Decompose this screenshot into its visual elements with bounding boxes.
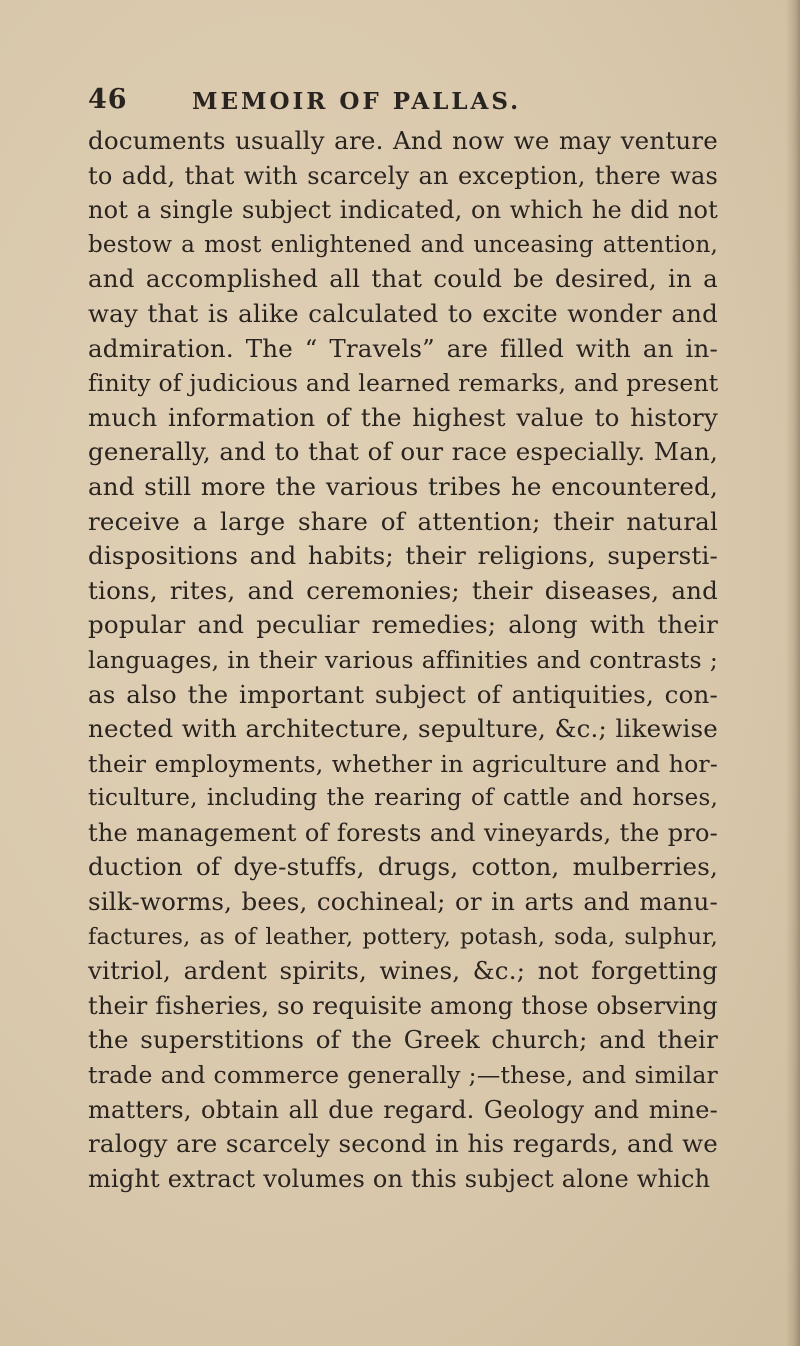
text-line: tions, rites, and ceremonies; their diseases, and (88, 575, 718, 605)
text-line: admiration. The “ Travels” are filled with an in- (88, 333, 718, 363)
text-line: popular and peculiar remedies; along with their (88, 610, 718, 640)
text-line: the superstitions of the Greek church; and their (88, 1025, 718, 1055)
text-line: languages, in their various affinities and contrasts ; (88, 645, 718, 674)
text-line: much information of the highest value to history (88, 402, 718, 432)
text-line: dispositions and habits; their religions, supersti- (88, 541, 718, 571)
text-line: factures, as of leather, pottery, potash, soda, sulphur, (88, 923, 718, 950)
running-title: MEMOIR OF PALLAS. (192, 88, 522, 115)
text-line: as also the important subject of antiquities, con- (88, 679, 718, 709)
text-line: duction of dye-stuffs, drugs, cotton, mulberries, (88, 852, 718, 882)
page-number: 46 (88, 84, 128, 115)
text-line: nected with architecture, sepulture, &c.; likewise (88, 714, 718, 744)
text-line: ralogy are scarcely second in his regards, and we (88, 1129, 718, 1159)
text-line: way that is alike calculated to excite wonder and (88, 298, 718, 328)
text-line: bestow a most enlightened and unceasing attention, (88, 231, 718, 258)
text-line: to add, that with scarcely an exception, there was (88, 161, 718, 190)
text-line: receive a large share of attention; their natural (88, 506, 718, 536)
text-line: their fisheries, so requisite among those observing (88, 991, 718, 1020)
text-line: not a single subject indicated, on which he did not (88, 196, 718, 225)
text-line: matters, obtain all due regard. Geology and mine- (88, 1095, 718, 1124)
text-line: silk-worms, bees, cochineal; or in arts and manu- (88, 887, 718, 917)
text-line: ticulture, including the rearing of cattle and horses, (88, 785, 718, 812)
text-line: vitriol, ardent spirits, wines, &c.; not forgetting (88, 956, 718, 986)
text-line: and still more the various tribes he encountered, (88, 471, 718, 501)
text-line: might extract volumes on this subject alone which (88, 1164, 711, 1193)
body-text (88, 124, 718, 1196)
text-line: the management of forests and vineyards, the pro- (88, 818, 718, 847)
text-line: and accomplished all that could be desired, in a (88, 264, 718, 294)
running-head (88, 84, 718, 120)
text-line: trade and commerce generally ;—these, and similar (88, 1061, 718, 1090)
text-line: generally, and to that of our race especially. Man, (88, 437, 718, 467)
text-line: finity of judicious and learned remarks, and present (88, 369, 719, 398)
text-line: their employments, whether in agriculture and hor- (88, 749, 718, 778)
page-edge-shadow (786, 0, 800, 1346)
text-line: documents usually are. And now we may venture (88, 126, 718, 155)
